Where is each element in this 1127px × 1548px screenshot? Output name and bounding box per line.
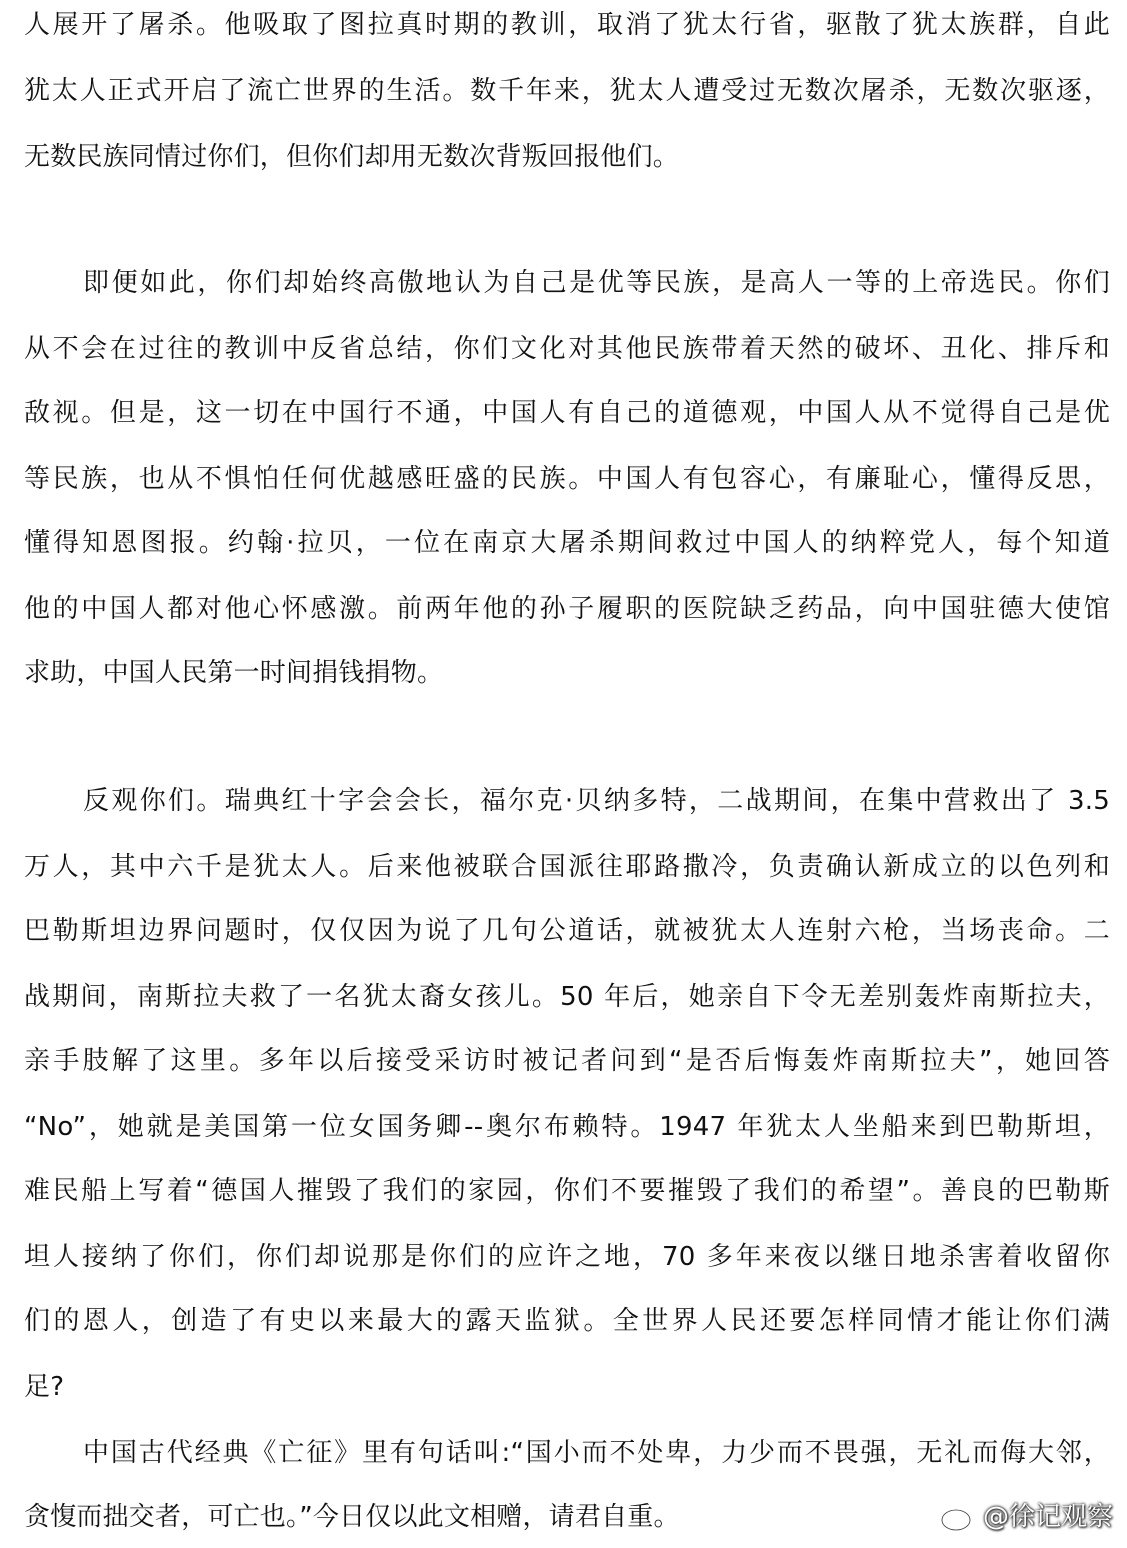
text-line: 万人，其中六千是犹太人。后来他被联合国派往耶路撒冷，负责确认新成立的以色列和: [24, 852, 1110, 882]
text-line: 难民船上写着“德国人摧毁了我们的家园，你们不要摧毁了我们的希望”。善良的巴勒斯: [24, 1176, 1110, 1206]
text-line: 反观你们。瑞典红十字会会长，福尔克·贝纳多特，二战期间，在集中营救出了 3.5: [83, 786, 1110, 816]
text-line: 等民族，也从不惧怕任何优越感旺盛的民族。中国人有包容心，有廉耻心，懂得反思，: [24, 464, 1110, 494]
text-line: 懂得知恩图报。约翰·拉贝，一位在南京大屠杀期间救过中国人的纳粹党人，每个知道: [24, 528, 1110, 558]
text-line: 即便如此，你们却始终高傲地认为自己是优等民族，是高人一等的上帝选民。你们: [83, 268, 1110, 298]
text-line: 犹太人正式开启了流亡世界的生活。数千年来，犹太人遭受过无数次屠杀，无数次驱逐，: [24, 76, 1110, 106]
text-line: 坦人接纳了你们，你们却说那是你们的应许之地，70 多年来夜以继日地杀害着收留你: [24, 1242, 1110, 1272]
text-line: 们的恩人，创造了有史以来最大的露天监狱。全世界人民还要怎样同情才能让你们满: [24, 1306, 1110, 1336]
text-line: 战期间，南斯拉夫救了一名犹太裔女孩儿。50 年后，她亲自下令无差别轰炸南斯拉夫，: [24, 982, 1110, 1012]
text-line: 足?: [24, 1372, 65, 1402]
watermark-text: @徐记观察: [982, 1502, 1113, 1532]
text-line: 贪愎而拙交者，可亡也。”今日仅以此文相赠，请君自重。: [24, 1502, 680, 1532]
text-line: 他的中国人都对他心怀感激。前两年他的孙子履职的医院缺乏药品，向中国驻德大使馆: [24, 594, 1110, 624]
weibo-watermark: [939, 1500, 1113, 1534]
text-line: 亲手肢解了这里。多年以后接受采访时被记者问到“是否后悔轰炸南斯拉夫”，她回答: [24, 1046, 1110, 1076]
weibo-logo-icon: [939, 1502, 979, 1532]
text-line: 从不会在过往的教训中反省总结，你们文化对其他民族带着天然的破坏、丑化、排斥和: [24, 334, 1110, 364]
text-line: 巴勒斯坦边界问题时，仅仅因为说了几句公道话，就被犹太人连射六枪，当场丧命。二: [24, 916, 1110, 946]
text-line: 敌视。但是，这一切在中国行不通，中国人有自己的道德观，中国人从不觉得自己是优: [24, 398, 1110, 428]
text-line: “No”，她就是美国第一位女国务卿--奥尔布赖特。1947 年犹太人坐船来到巴勒斯坦，: [24, 1112, 1110, 1142]
text-line: 求助，中国人民第一时间捐钱捐物。: [24, 658, 444, 688]
text-line: 中国古代经典《亡征》里有句话叫:“国小而不处卑，力少而不畏强，无礼而侮大邻，: [83, 1438, 1110, 1468]
text-line: 无数民族同情过你们，但你们却用无数次背叛回报他们。: [24, 142, 680, 172]
text-line: 人展开了屠杀。他吸取了图拉真时期的教训，取消了犹太行省，驱散了犹太族群，自此: [24, 10, 1110, 40]
